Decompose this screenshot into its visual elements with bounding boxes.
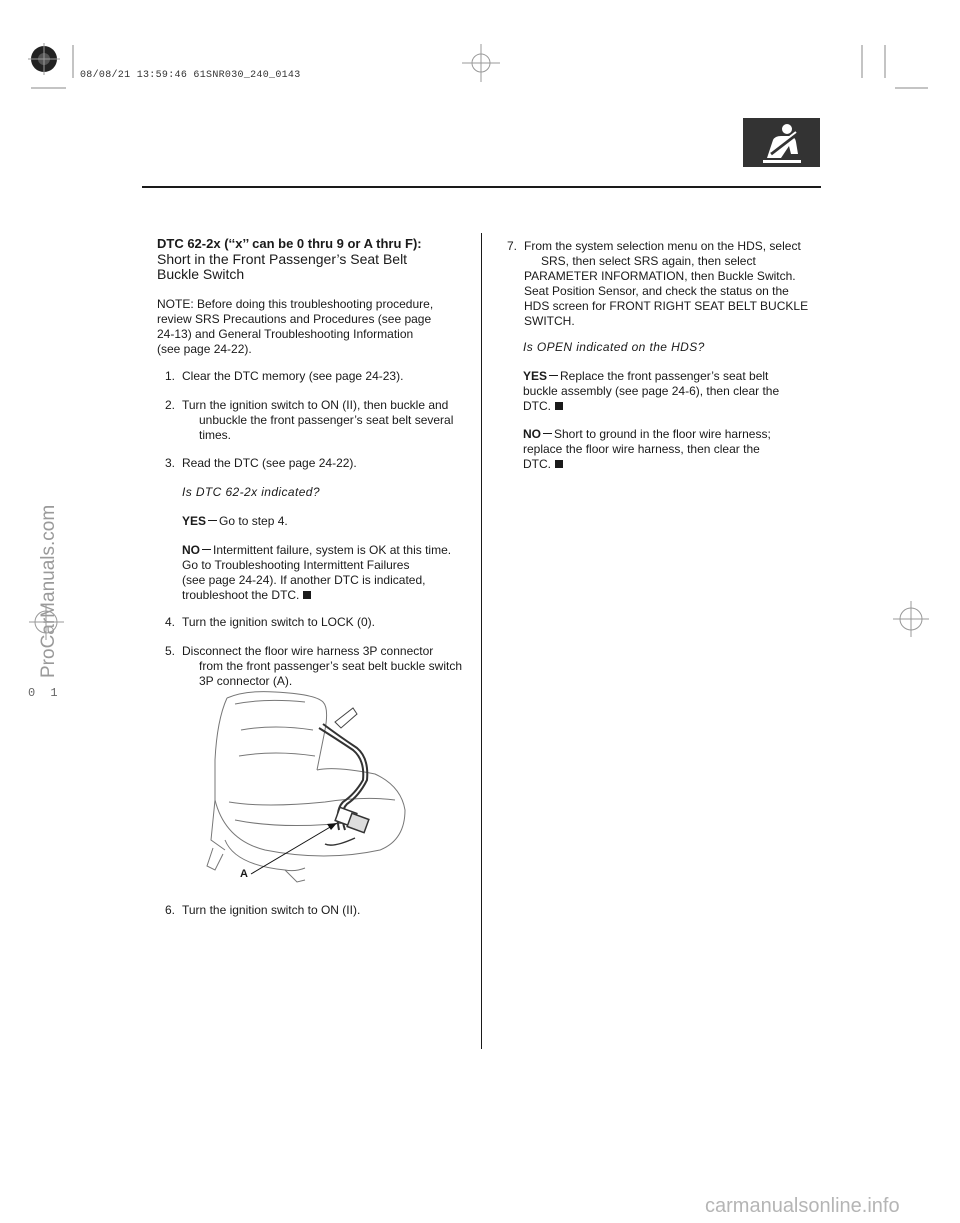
step-line: Turn the ignition switch to LOCK (0). [182,615,375,629]
no-label: NO [182,543,200,557]
figure-callout-a: A [240,868,248,880]
note-line: 24-13) and General Troubleshooting Information [157,327,414,341]
step-text [182,644,462,689]
dtc-title: DTC 62-2x (‘‘x’’ can be 0 thru 9 or A thru F): [157,236,422,251]
yes-line: Replace the front passenger’s seat belt [560,369,769,383]
step-line: From the system selection menu on the HDS, select [524,239,801,253]
yes-label: YES [523,369,548,383]
step-line: Seat Position Sensor, and check the status on the [524,284,789,298]
header-rule [142,186,821,188]
no-line: Short to ground in the floor wire harness; [554,427,771,441]
step-text [524,239,808,329]
dash [202,549,211,550]
no-line: DTC. [523,457,551,471]
column-divider [481,233,482,1049]
step-line: Turn the ignition switch to ON (II). [182,903,361,917]
note-line: (see page 24-22). [157,342,252,356]
dtc-subtitle [157,252,407,282]
no-line: troubleshoot the DTC. [182,588,300,602]
seat-illustration [205,690,415,885]
step-line: times. [199,428,232,442]
step-number: 2. [165,398,176,412]
yes-line: buckle assembly (see page 24-6), then clear the [523,384,780,398]
footer-watermark: carmanualsonline.info [705,1195,900,1217]
side-watermark [10,440,59,680]
step-text [182,903,360,918]
dash [208,520,217,521]
answer-yes-2 [523,369,779,414]
subtitle-line-2: Buckle Switch [157,266,245,282]
end-mark-icon [555,402,563,410]
question-open-indicated: Is OPEN indicated on the HDS? [523,340,705,354]
step-line: Clear the DTC memory (see page 24-23). [182,369,404,383]
no-label: NO [523,427,541,441]
yes-label: YES [182,514,207,528]
side-watermark-text: ProCarManuals.com [38,504,59,678]
end-mark-icon [303,591,311,599]
print-timestamp: 08/08/21 13:59:46 61SNR030_240_0143 [80,70,301,81]
no-line: Intermittent failure, system is OK at this time. [213,543,452,557]
subtitle-line-1: Short in the Front Passenger’s Seat Belt [157,251,408,267]
dash [543,433,552,434]
step-number: 3. [165,456,176,470]
step-line: SRS, then select SRS again, then select [541,254,756,268]
step-number: 7. [507,239,518,253]
answer-no-1 [182,543,451,603]
step-number: 1. [165,369,176,383]
step-line: 3P connector (A). [199,674,293,688]
step-number: 5. [165,644,176,658]
step-line: Disconnect the floor wire harness 3P connector [182,644,434,658]
step-text [182,615,375,630]
step-text [182,369,403,384]
yes-text: Go to step 4. [219,514,288,528]
seatbelt-icon [743,118,820,167]
step-line: Turn the ignition switch to ON (II), then buckle and [182,398,449,412]
step-line: from the front passenger’s seat belt buckle switch [199,659,463,673]
answer-no-2 [523,427,771,472]
step-number: 4. [165,615,176,629]
step-line: SWITCH. [524,314,575,328]
no-line: Go to Troubleshooting Intermittent Failures [182,558,410,572]
note-line: review SRS Precautions and Procedures (see page [157,312,432,326]
step-text [182,398,453,443]
step-line: Read the DTC (see page 24-22). [182,456,357,470]
side-page-mark: 0 1 [28,686,62,700]
step-text [182,456,357,471]
note-line: NOTE: Before doing this troubleshooting procedure, [157,297,434,311]
yes-line: DTC. [523,399,551,413]
note-block [157,297,433,357]
no-line: (see page 24-24). If another DTC is indicated, [182,573,426,587]
answer-yes-1 [182,514,288,529]
end-mark-icon [555,460,563,468]
step-line: unbuckle the front passenger’s seat belt several [199,413,454,427]
dash [549,375,558,376]
no-line: replace the floor wire harness, then clear the [523,442,760,456]
step-number: 6. [165,903,176,917]
question-dtc-indicated: Is DTC 62-2x indicated? [182,485,320,499]
step-line: PARAMETER INFORMATION, then Buckle Switch. [524,269,796,283]
step-line: HDS screen for FRONT RIGHT SEAT BELT BUCKLE [524,299,809,313]
seat-drawing [205,690,415,885]
